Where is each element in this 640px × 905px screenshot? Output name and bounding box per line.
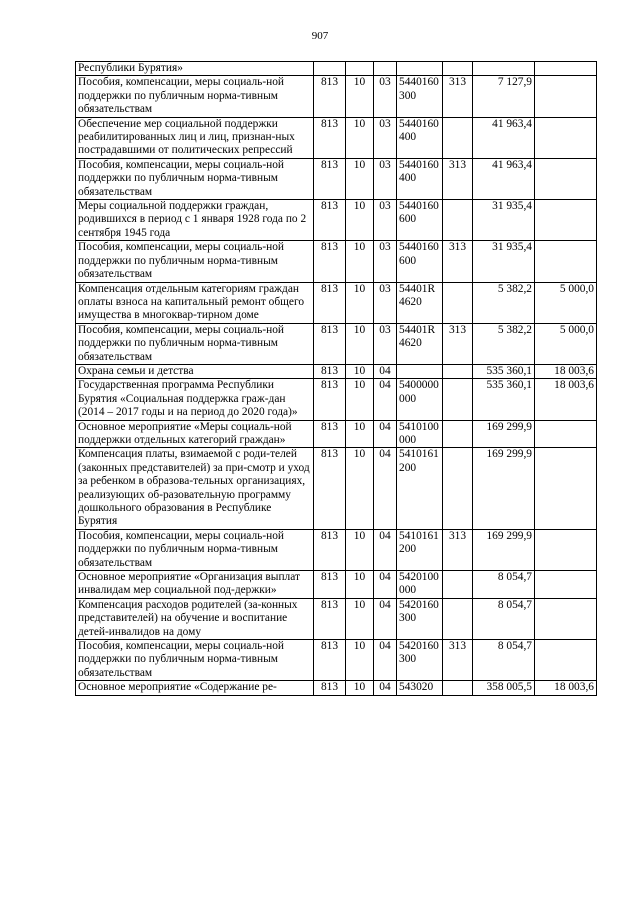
row-amount-extra: 5 000,0: [535, 282, 597, 323]
row-section-code: 10: [346, 282, 374, 323]
row-section-code: 10: [346, 323, 374, 364]
row-amount-extra: [535, 241, 597, 282]
row-amount: 41 963,4: [473, 117, 535, 158]
row-section-code: 10: [346, 364, 374, 378]
row-amount: 8 054,7: [473, 571, 535, 599]
row-section-code: 10: [346, 598, 374, 639]
row-amount-extra: [535, 62, 597, 76]
row-target-code: 5420160300: [397, 598, 443, 639]
row-target-code: 543020: [397, 681, 443, 695]
row-name: Охрана семьи и детства: [76, 364, 314, 378]
row-amount: 169 299,9: [473, 529, 535, 570]
row-grbs-code: 813: [314, 323, 346, 364]
table-row: [76, 62, 597, 76]
row-amount-extra: [535, 420, 597, 448]
row-name: Пособия, компенсации, меры социаль-ной поддержки по публичным норма-тивным обязательствам: [76, 158, 314, 199]
table-row: [76, 158, 597, 199]
row-amount-extra: [535, 529, 597, 570]
row-amount-extra: [535, 117, 597, 158]
row-section-code: 10: [346, 241, 374, 282]
row-target-code: 5410161200: [397, 448, 443, 529]
row-target-code: 5440160300: [397, 76, 443, 117]
row-amount-extra: [535, 598, 597, 639]
row-section-code: [346, 62, 374, 76]
row-subsection-code: 03: [374, 158, 397, 199]
row-grbs-code: 813: [314, 598, 346, 639]
row-name: Пособия, компенсации, меры социаль-ной поддержки по публичным норма-тивным обязательствам: [76, 241, 314, 282]
row-expense-type-code: 313: [443, 76, 473, 117]
row-amount: 41 963,4: [473, 158, 535, 199]
row-amount: 31 935,4: [473, 241, 535, 282]
table-row: [76, 448, 597, 529]
row-name: Компенсация платы, взимаемой с роди-телей (законных представителей) за при-смотр и уход за ребенком в образова-тельных организациях, реализующих об-разовательную программу дошкольного образования в Республике Бурятия: [76, 448, 314, 529]
page-number: 907: [311, 30, 329, 42]
row-target-code: 54401R4620: [397, 282, 443, 323]
row-grbs-code: 813: [314, 364, 346, 378]
row-target-code: 54401R4620: [397, 323, 443, 364]
row-grbs-code: 813: [314, 640, 346, 681]
row-subsection-code: 03: [374, 200, 397, 241]
row-subsection-code: 04: [374, 571, 397, 599]
row-amount: [473, 62, 535, 76]
row-grbs-code: 813: [314, 241, 346, 282]
table-row: [76, 282, 597, 323]
row-subsection-code: [374, 62, 397, 76]
row-expense-type-code: 313: [443, 241, 473, 282]
row-expense-type-code: [443, 364, 473, 378]
row-subsection-code: 04: [374, 420, 397, 448]
table-row: [76, 364, 597, 378]
row-subsection-code: 04: [374, 379, 397, 420]
row-subsection-code: 04: [374, 681, 397, 695]
row-grbs-code: 813: [314, 76, 346, 117]
row-subsection-code: 03: [374, 282, 397, 323]
row-target-code: 5410161200: [397, 529, 443, 570]
row-name: Пособия, компенсации, меры социаль-ной поддержки по публичным норма-тивным обязательствам: [76, 640, 314, 681]
table-row: [76, 420, 597, 448]
row-grbs-code: 813: [314, 681, 346, 695]
row-subsection-code: 03: [374, 117, 397, 158]
table-row: [76, 200, 597, 241]
row-name: Пособия, компенсации, меры социаль-ной поддержки по публичным норма-тивным обязательствам: [76, 323, 314, 364]
row-section-code: 10: [346, 117, 374, 158]
row-amount: 8 054,7: [473, 640, 535, 681]
table-row: [76, 571, 597, 599]
row-section-code: 10: [346, 681, 374, 695]
row-section-code: 10: [346, 200, 374, 241]
row-grbs-code: [314, 62, 346, 76]
row-amount: 5 382,2: [473, 282, 535, 323]
row-target-code: 5420100000: [397, 571, 443, 599]
row-expense-type-code: [443, 62, 473, 76]
row-grbs-code: 813: [314, 529, 346, 570]
row-grbs-code: 813: [314, 379, 346, 420]
table-row: [76, 117, 597, 158]
row-target-code: [397, 364, 443, 378]
row-expense-type-code: 313: [443, 640, 473, 681]
row-section-code: 10: [346, 640, 374, 681]
row-grbs-code: 813: [314, 158, 346, 199]
row-subsection-code: 04: [374, 640, 397, 681]
row-section-code: 10: [346, 158, 374, 199]
row-amount: 358 005,5: [473, 681, 535, 695]
row-name: Республики Бурятия»: [76, 62, 314, 76]
row-amount: 169 299,9: [473, 420, 535, 448]
row-target-code: 5440160600: [397, 200, 443, 241]
row-subsection-code: 04: [374, 364, 397, 378]
table-row: [76, 681, 597, 695]
row-amount: 535 360,1: [473, 364, 535, 378]
row-amount-extra: 18 003,6: [535, 681, 597, 695]
row-expense-type-code: 313: [443, 158, 473, 199]
row-amount-extra: [535, 448, 597, 529]
row-expense-type-code: 313: [443, 529, 473, 570]
row-grbs-code: 813: [314, 117, 346, 158]
row-grbs-code: 813: [314, 420, 346, 448]
row-amount-extra: 5 000,0: [535, 323, 597, 364]
row-amount: 169 299,9: [473, 448, 535, 529]
row-expense-type-code: [443, 420, 473, 448]
table-row: [76, 640, 597, 681]
row-grbs-code: 813: [314, 571, 346, 599]
row-grbs-code: 813: [314, 282, 346, 323]
row-target-code: 5420160300: [397, 640, 443, 681]
row-section-code: 10: [346, 571, 374, 599]
row-amount-extra: 18 003,6: [535, 379, 597, 420]
row-name: Компенсация расходов родителей (за-конных представителей) на обучение и воспитание детей-инвалидов на дому: [76, 598, 314, 639]
row-expense-type-code: [443, 117, 473, 158]
row-amount-extra: [535, 571, 597, 599]
row-target-code: 5440160400: [397, 117, 443, 158]
row-target-code: 5410100000: [397, 420, 443, 448]
table-row: [76, 76, 597, 117]
table-row: [76, 241, 597, 282]
row-grbs-code: 813: [314, 200, 346, 241]
table-row: [76, 323, 597, 364]
row-amount: 7 127,9: [473, 76, 535, 117]
row-amount-extra: [535, 640, 597, 681]
row-subsection-code: 03: [374, 323, 397, 364]
row-amount: 8 054,7: [473, 598, 535, 639]
row-name: Основное мероприятие «Содержание ре-: [76, 681, 314, 695]
row-expense-type-code: [443, 379, 473, 420]
row-subsection-code: 04: [374, 448, 397, 529]
row-grbs-code: 813: [314, 448, 346, 529]
row-section-code: 10: [346, 448, 374, 529]
row-expense-type-code: [443, 681, 473, 695]
row-expense-type-code: 313: [443, 323, 473, 364]
row-expense-type-code: [443, 598, 473, 639]
row-target-code: [397, 62, 443, 76]
row-subsection-code: 04: [374, 598, 397, 639]
row-section-code: 10: [346, 420, 374, 448]
row-name: Пособия, компенсации, меры социаль-ной поддержки по публичным норма-тивным обязательствам: [76, 76, 314, 117]
row-name: Компенсация отдельным категориям граждан оплаты взноса на капитальный ремонт общего имущества в многоквар-тирном доме: [76, 282, 314, 323]
row-target-code: 5440160600: [397, 241, 443, 282]
row-section-code: 10: [346, 76, 374, 117]
budget-table-body: [76, 62, 597, 696]
row-name: Пособия, компенсации, меры социаль-ной поддержки по публичным норма-тивным обязательствам: [76, 529, 314, 570]
row-name: Основное мероприятие «Организация выплат инвалидам мер социальной под-держки»: [76, 571, 314, 599]
row-section-code: 10: [346, 379, 374, 420]
row-expense-type-code: [443, 282, 473, 323]
table-row: [76, 598, 597, 639]
row-subsection-code: 03: [374, 241, 397, 282]
row-name: Меры социальной поддержки граждан, родившихся в период с 1 января 1928 года по 2 сентября 1945 года: [76, 200, 314, 241]
row-amount-extra: 18 003,6: [535, 364, 597, 378]
row-amount: 5 382,2: [473, 323, 535, 364]
row-expense-type-code: [443, 448, 473, 529]
row-subsection-code: 04: [374, 529, 397, 570]
table-row: [76, 529, 597, 570]
row-name: Основное мероприятие «Меры социаль-ной поддержки отдельных категорий граждан»: [76, 420, 314, 448]
row-amount-extra: [535, 200, 597, 241]
row-section-code: 10: [346, 529, 374, 570]
row-target-code: 5400000000: [397, 379, 443, 420]
row-expense-type-code: [443, 200, 473, 241]
budget-table: [75, 61, 597, 696]
row-amount: 535 360,1: [473, 379, 535, 420]
row-amount-extra: [535, 158, 597, 199]
row-subsection-code: 03: [374, 76, 397, 117]
row-amount: 31 935,4: [473, 200, 535, 241]
row-name: Государственная программа Республики Бурятия «Социальная поддержка граж-дан (2014 – 2017 годы и на период до 2020 года)»: [76, 379, 314, 420]
row-name: Обеспечение мер социальной поддержки реабилитированных лиц и лиц, признан-ных пострадавшими от политических репрессий: [76, 117, 314, 158]
row-amount-extra: [535, 76, 597, 117]
row-target-code: 5440160400: [397, 158, 443, 199]
row-expense-type-code: [443, 571, 473, 599]
table-row: [76, 379, 597, 420]
